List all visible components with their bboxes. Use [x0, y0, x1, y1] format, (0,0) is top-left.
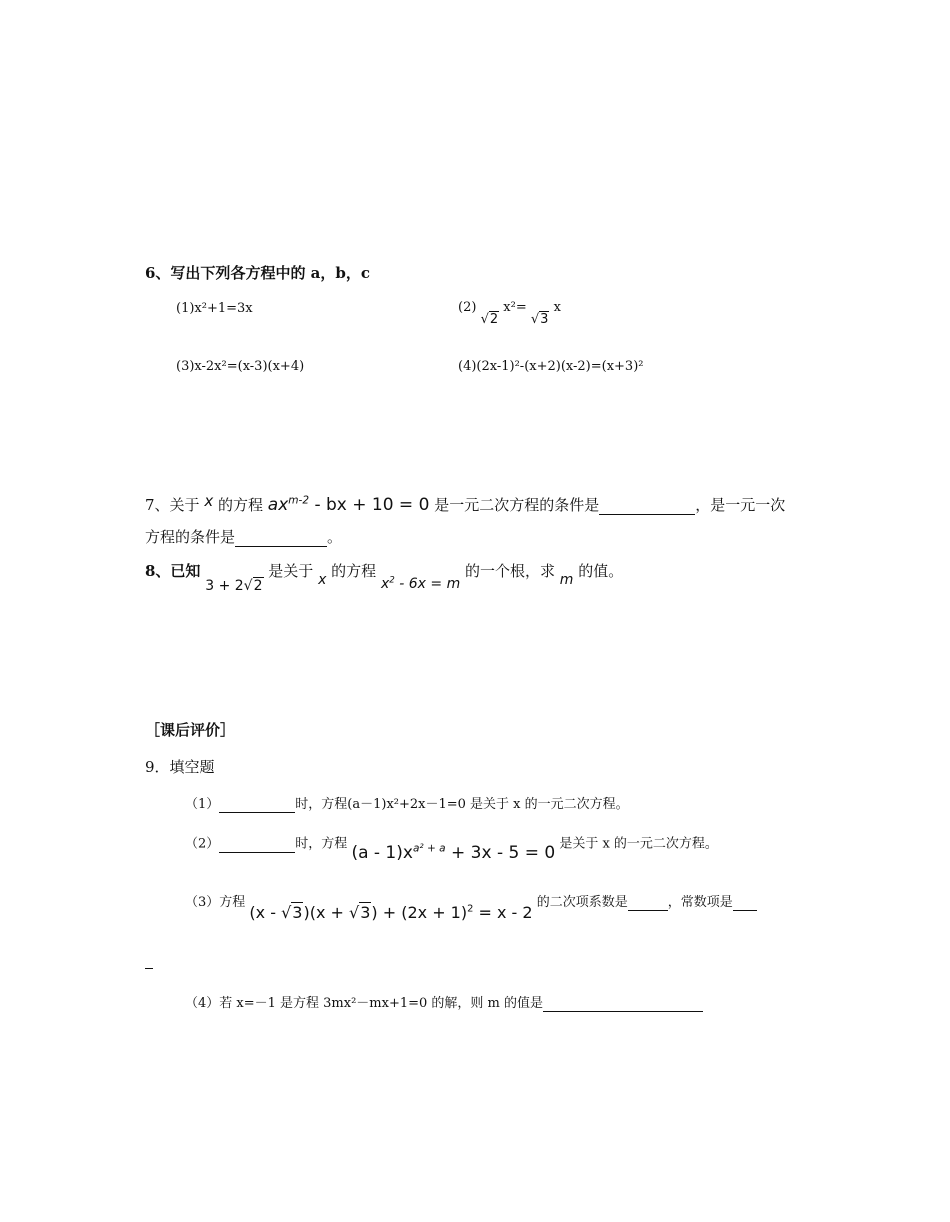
q9-sub3-equation	[249, 903, 532, 922]
q9-sub3-eq4: = x - 2	[473, 903, 533, 922]
q9-sub3-rad1: 3	[292, 903, 303, 922]
q9-sub1-blank[interactable]	[219, 797, 295, 813]
q7-eq-rest: - bx + 10 = 0	[309, 495, 430, 515]
q7-text1: 的方程	[218, 496, 264, 514]
q9-sub3-blank-wrap[interactable]	[145, 968, 153, 969]
sqrt-3-arg: 3	[540, 312, 549, 327]
q7-var-x: x	[204, 492, 214, 510]
q8-text4: 的值。	[578, 562, 624, 580]
q9-sub3-sqrt-2: √3	[349, 903, 371, 922]
q6-part2-end: x	[553, 300, 561, 315]
q9-sub4-text: （4）若 x=－1 是方程 3mx²－mx+1=0 的解，则 m 的值是	[185, 996, 544, 1011]
q8-root-value	[205, 578, 263, 594]
q9-sub2-text: 时，方程	[295, 836, 348, 852]
q8-eq-x: x	[380, 576, 390, 592]
q9-sub1-text: 时，方程(a－1)x²+2x－1=0 是关于 x 的一元二次方程。	[295, 797, 629, 812]
q9-sub4-blank[interactable]	[543, 996, 703, 1012]
q7-eq-exp: m-2	[288, 494, 310, 507]
q9-sub3-label: （3）方程	[185, 895, 246, 910]
sqrt-2-arg: 2	[489, 312, 499, 327]
q7-line2-text: 方程的条件是	[145, 528, 236, 546]
q9-sub2	[185, 832, 718, 863]
q7-blank-2[interactable]	[235, 528, 327, 547]
q8-prefix: 8、已知	[145, 562, 201, 580]
q9-sub2-equation	[351, 843, 555, 863]
q8-eq-rest: - 6x = m	[394, 576, 461, 592]
q7-eq-a: ax	[267, 495, 289, 515]
q7-prefix: 7、关于	[145, 496, 200, 514]
sqrt-2: √2	[480, 312, 499, 327]
q8-sqrt-arg: 2	[253, 578, 263, 594]
q9-sub2-exp: a² + a	[412, 842, 446, 854]
q8-text2: 的方程	[331, 562, 377, 580]
q6-part4: (4)(2x-1)²-(x+2)(x-2)=(x+3)²	[458, 359, 644, 374]
q8-text1: 是关于	[268, 562, 314, 580]
q9-sub3-eq2: )(x +	[303, 903, 349, 922]
q9-sub3-text2: ，常数项是	[667, 895, 733, 910]
q8-num: 3 + 2	[205, 578, 244, 594]
q8-equation	[381, 576, 460, 592]
q6-part2-mid: x²=	[503, 300, 527, 315]
q7-line2	[145, 526, 342, 547]
q6-title	[145, 262, 370, 283]
q9-title: 9．填空题	[145, 758, 215, 776]
q8-eq-exp: 2	[389, 575, 395, 586]
sqrt-3: √3	[530, 312, 549, 327]
q9-sub3-text1: 的二次项系数是	[536, 895, 628, 910]
q7-line2-end: 。	[327, 528, 343, 546]
q6-part2-label: (2)	[458, 300, 477, 315]
q9-sub3-rad2: 3	[360, 903, 371, 922]
q7-text3: ，是一元一次	[695, 496, 786, 514]
q9-sub2-eq1: (a - 1)x	[351, 842, 413, 863]
q9-sub1-label: （1）	[185, 797, 220, 812]
q9-sub2-end: 是关于 x 的一元二次方程。	[559, 836, 718, 852]
q9-sub4	[185, 992, 703, 1012]
q6-part1: (1)x²+1=3x	[176, 301, 253, 316]
q9-sub3-exp: 2	[467, 903, 474, 915]
q8-sqrt-2: √2	[243, 578, 263, 594]
q7-equation	[268, 495, 430, 515]
q7-line1	[145, 494, 785, 515]
q7-text2: 是一元二次方程的条件是	[434, 496, 600, 514]
q9-sub2-label: （2）	[185, 836, 220, 852]
q9-sub2-eq2: + 3x - 5 = 0	[445, 842, 556, 863]
q8-text3: 的一个根，求	[465, 562, 556, 580]
q9-sub3	[185, 891, 757, 922]
q6-title-text: 6、写出下列各方程中的 a，b，c	[145, 264, 371, 282]
q6-part2	[458, 300, 561, 327]
q8-line	[145, 560, 624, 594]
q8-var-x: x	[318, 572, 327, 588]
q7-blank-1[interactable]	[599, 496, 695, 515]
q9-sub3-blank-2[interactable]	[733, 895, 757, 911]
q9-sub3-eq1: (x -	[249, 903, 282, 922]
q9-sub3-blank-1[interactable]	[628, 895, 668, 911]
q9-sub1	[185, 793, 629, 813]
q6-part3: (3)x-2x²=(x-3)(x+4)	[176, 359, 305, 374]
q9-sub3-sqrt-1: √3	[281, 903, 303, 922]
q9-sub3-eq3: ) + (2x + 1)	[371, 903, 468, 922]
section-header: ［课后评价］	[145, 721, 236, 739]
q9-sub2-blank[interactable]	[219, 837, 295, 853]
q8-var-m: m	[559, 572, 574, 588]
